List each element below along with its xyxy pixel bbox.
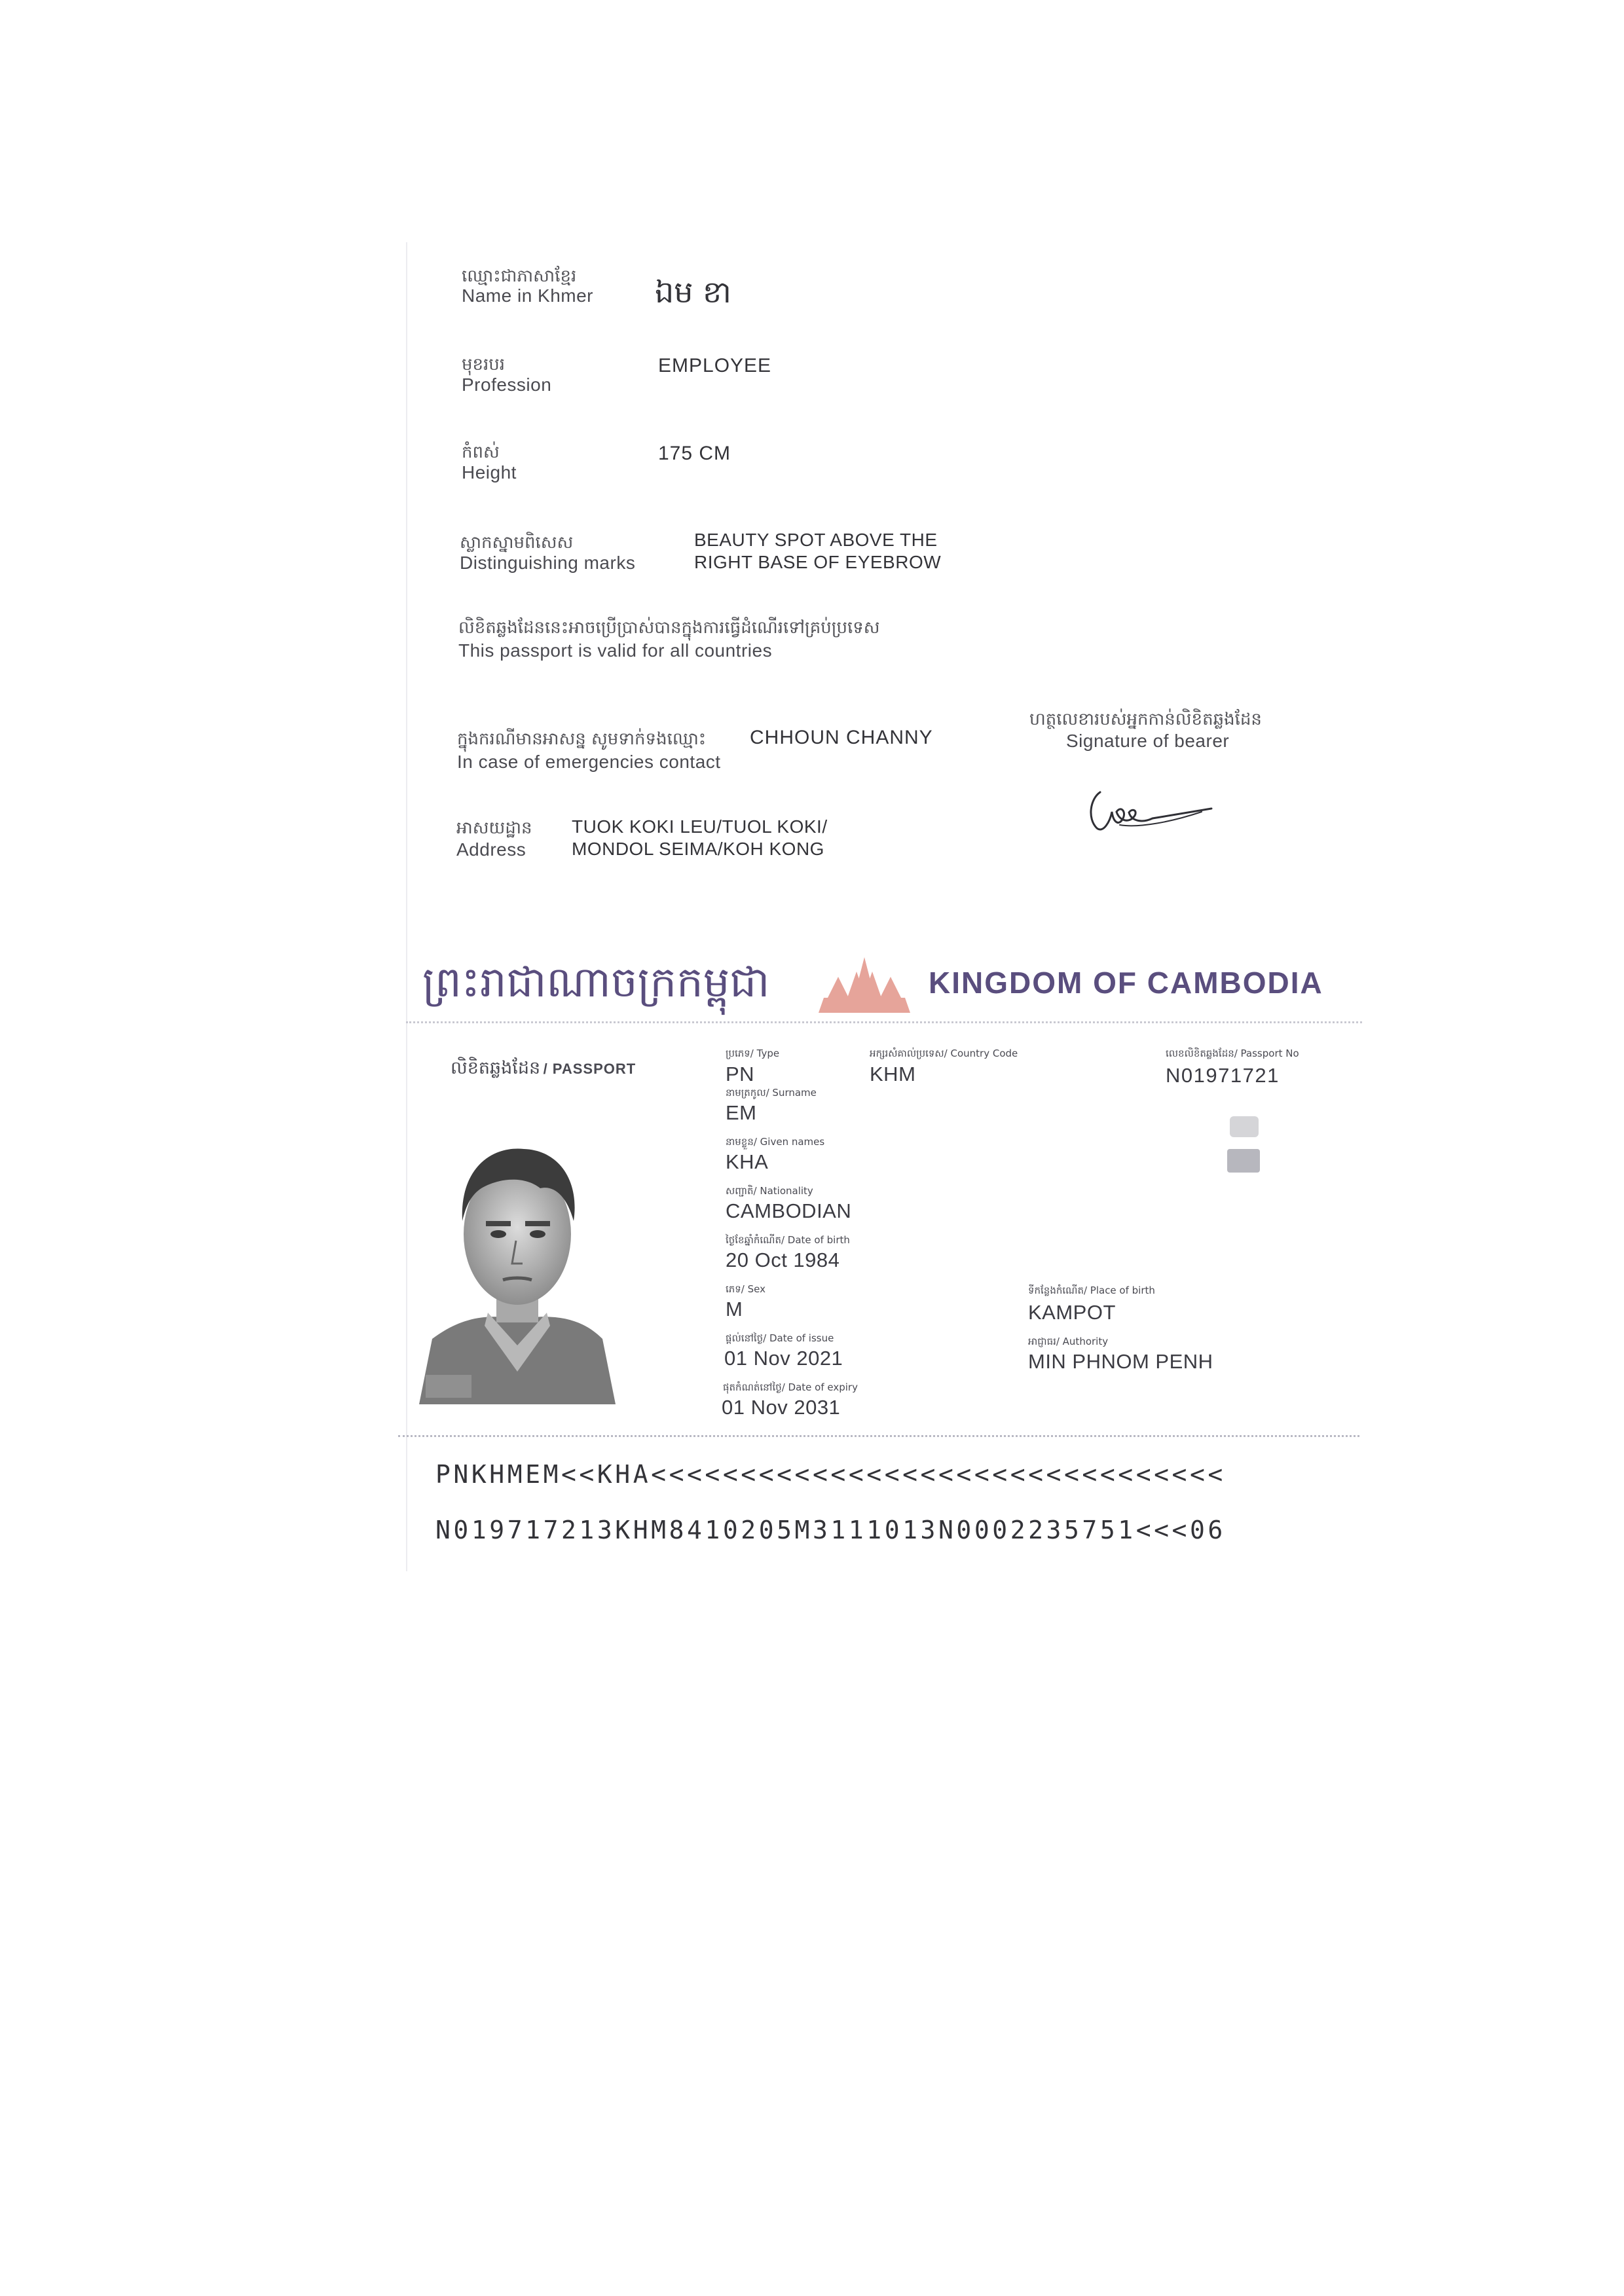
type-value: PN: [726, 1063, 755, 1085]
authority-value: MIN PHNOM PENH: [1028, 1350, 1213, 1373]
date-of-issue-value: 01 Nov 2021: [724, 1347, 843, 1370]
kingdom-title: KINGDOM OF CAMBODIA: [929, 966, 1323, 1000]
mrz-line-2: N019717213KHM8410205M3111013N0002235751<<<06: [435, 1516, 1226, 1544]
name-khmer-label: Name in Khmer: [462, 285, 594, 306]
sex-value: M: [726, 1298, 743, 1321]
address-value-line1: TUOK KOKI LEU/TUOL KOKI/: [572, 816, 828, 837]
scan-page-edge: [406, 242, 407, 1571]
height-label: Height: [462, 462, 517, 483]
nationality-label: សញ្ជាតិ/ Nationality: [726, 1185, 813, 1197]
marks-value-line1: BEAUTY SPOT ABOVE THE: [694, 530, 938, 550]
mrz-divider: [398, 1435, 1359, 1437]
passport-title-km: លិខិតឆ្លងដែន: [451, 1058, 541, 1078]
marks-label: Distinguishing marks: [460, 553, 636, 573]
bearer-signature: [1080, 782, 1231, 841]
angkor-wat-emblem: [819, 957, 910, 1013]
name-khmer-label-km: ឈ្មោះជាភាសាខ្មែរ: [462, 266, 577, 286]
holder-photo: [419, 1123, 616, 1404]
validity-label: This passport is valid for all countries: [458, 640, 773, 661]
passport-title: [451, 1057, 636, 1083]
marks-label-km: ស្លាកស្នាមពិសេស: [460, 533, 574, 553]
marks-value-line2: RIGHT BASE OF EYEBROW: [694, 552, 942, 572]
ghost-image-mark: [1223, 1113, 1269, 1178]
height-value: 175 CM: [658, 443, 731, 464]
nationality-value: CAMBODIAN: [726, 1199, 852, 1222]
address-label-km: អាសយដ្ឋាន: [456, 818, 532, 838]
profession-label-km: មុខរបរ: [462, 355, 506, 374]
passport-no-value: N01971721: [1166, 1064, 1280, 1087]
mrz-line-1: PNKHMEM<<KHA<<<<<<<<<<<<<<<<<<<<<<<<<<<<<<<<: [435, 1460, 1226, 1489]
given-names-label: នាមខ្លួន/ Given names: [726, 1136, 825, 1148]
date-of-issue-label: ផ្តល់នៅថ្ងៃ/ Date of issue: [726, 1332, 834, 1344]
address-value: [572, 816, 828, 860]
emergency-label-km: ក្នុងករណីមានអាសន្ន សូមទាក់ទងឈ្មោះ: [457, 729, 707, 749]
kingdom-title-km: ព្រះរាជាណាចក្រកម្ពុជា: [422, 958, 770, 1007]
emergency-contact-value: CHHOUN CHANNY: [750, 727, 933, 748]
marks-value: [694, 529, 941, 574]
validity-label-km: លិខិតឆ្លងដែននេះអាចប្រើប្រាស់បានក្នុងការធ្វើដំណើរទៅគ្រប់ប្រទេស: [458, 618, 880, 638]
dob-value: 20 Oct 1984: [726, 1248, 840, 1271]
signature-label: Signature of bearer: [1066, 731, 1230, 751]
height-label-km: កំពស់: [462, 443, 500, 462]
type-label: ប្រភេទ/ Type: [726, 1048, 780, 1059]
dob-label: ថ្ងៃខែឆ្នាំកំណើត/ Date of birth: [726, 1234, 850, 1246]
header-divider: [406, 1021, 1362, 1023]
sex-label: ភេទ/ Sex: [726, 1283, 766, 1295]
address-label: Address: [456, 839, 526, 860]
name-khmer-value: ឯម ខា: [655, 274, 731, 310]
passport-title-en: / PASSPORT: [543, 1061, 637, 1077]
signature-label-km: ហត្ថលេខារបស់អ្នកកាន់លិខិតឆ្លងដែន: [1029, 710, 1262, 729]
country-code-value: KHM: [870, 1063, 916, 1085]
authority-label: អាជ្ញាធរ/ Authority: [1028, 1336, 1109, 1347]
date-of-expiry-label: ផុតកំណត់នៅថ្ងៃ/ Date of expiry: [723, 1381, 858, 1393]
address-value-line2: MONDOL SEIMA/KOH KONG: [572, 839, 824, 859]
profession-label: Profession: [462, 374, 552, 395]
emergency-label: In case of emergencies contact: [457, 752, 721, 772]
given-names-value: KHA: [726, 1150, 769, 1173]
surname-label: នាមត្រកូល/ Surname: [726, 1087, 817, 1099]
place-of-birth-value: KAMPOT: [1028, 1301, 1116, 1324]
country-code-label: អក្សរសំគាល់ប្រទេស/ Country Code: [870, 1048, 1018, 1059]
passport-no-label: លេខលិខិតឆ្លងដែន/ Passport No: [1166, 1048, 1299, 1059]
surname-value: EM: [726, 1101, 757, 1124]
date-of-expiry-value: 01 Nov 2031: [722, 1396, 841, 1419]
place-of-birth-label: ទីកន្លែងកំណើត/ Place of birth: [1028, 1285, 1155, 1296]
profession-value: EMPLOYEE: [658, 355, 772, 376]
